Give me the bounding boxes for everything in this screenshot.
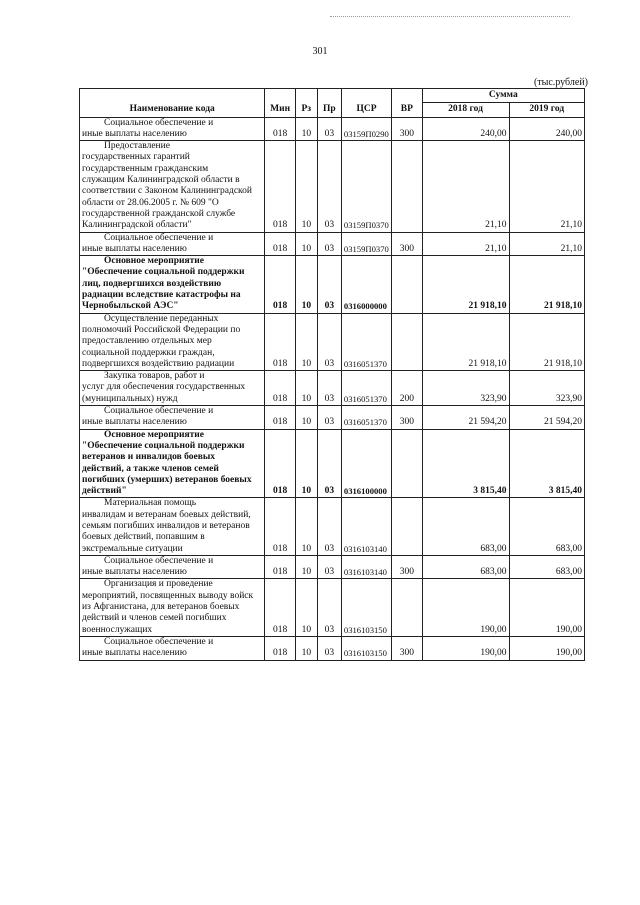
cell-vr — [392, 256, 422, 313]
cell-min: 018 — [265, 498, 295, 555]
cell-csr: 0316100000 — [341, 429, 391, 498]
cell-rz: 10 — [295, 498, 317, 555]
cell-sum-2018: 21,10 — [422, 141, 509, 232]
cell-min: 018 — [265, 555, 295, 579]
cell-pr: 03 — [317, 232, 341, 256]
cell-pr: 03 — [317, 555, 341, 579]
cell-sum-2019: 21 918,10 — [509, 313, 584, 370]
table-row — [80, 117, 585, 141]
header-min: Мин — [265, 89, 295, 118]
cell-sum-2019: 21 918,10 — [509, 256, 584, 313]
cell-csr: 0316103150 — [341, 636, 391, 660]
table-row — [80, 232, 585, 256]
cell-vr — [392, 141, 422, 232]
cell-min: 018 — [265, 256, 295, 313]
table-row — [80, 313, 585, 370]
cell-rz: 10 — [295, 429, 317, 498]
cell-name: Осуществление переданных полномочий Российской Федерации по предоставлению отдельных мер социальной поддержки граждан, подвергшихся воздействию радиации — [80, 313, 265, 370]
cell-csr: 03159П0290 — [341, 117, 391, 141]
cell-sum-2019: 3 815,40 — [509, 429, 584, 498]
cell-name: Материальная помощь инвалидам и ветеранам боевых действий, семьям погибших инвалидов и ветеранов боевых действий, попавшим в экстремальные ситуации — [80, 498, 265, 555]
cell-rz: 10 — [295, 406, 317, 430]
cell-csr: 0316103140 — [341, 555, 391, 579]
cell-sum-2018: 190,00 — [422, 636, 509, 660]
cell-min: 018 — [265, 636, 295, 660]
header-rz: Рз — [295, 89, 317, 118]
cell-rz: 10 — [295, 232, 317, 256]
cell-csr: 0316051370 — [341, 406, 391, 430]
page-number: 301 — [312, 46, 328, 57]
table-row — [80, 498, 585, 555]
cell-vr — [392, 498, 422, 555]
cell-vr: 300 — [392, 555, 422, 579]
cell-vr: 300 — [392, 232, 422, 256]
header-name: Наименование кода — [80, 89, 265, 118]
table-row — [80, 429, 585, 498]
header-sum: Сумма — [422, 89, 584, 103]
cell-vr: 300 — [392, 117, 422, 141]
cell-sum-2018: 683,00 — [422, 498, 509, 555]
table-row — [80, 256, 585, 313]
cell-pr: 03 — [317, 579, 341, 636]
table-row — [80, 141, 585, 232]
cell-pr: 03 — [317, 256, 341, 313]
cell-csr: 0316103150 — [341, 579, 391, 636]
cell-vr: 300 — [392, 636, 422, 660]
cell-csr: 0316051370 — [341, 371, 391, 406]
cell-sum-2018: 21,10 — [422, 232, 509, 256]
cell-csr: 0316051370 — [341, 313, 391, 370]
cell-sum-2019: 240,00 — [509, 117, 584, 141]
cell-sum-2018: 190,00 — [422, 579, 509, 636]
cell-csr: 03159П0370 — [341, 232, 391, 256]
scan-edge-rule — [330, 16, 570, 17]
cell-sum-2018: 323,90 — [422, 371, 509, 406]
cell-sum-2018: 21 918,10 — [422, 313, 509, 370]
cell-rz: 10 — [295, 555, 317, 579]
cell-rz: 10 — [295, 579, 317, 636]
cell-rz: 10 — [295, 371, 317, 406]
header-vr: ВР — [392, 89, 422, 118]
header-year-2019: 2019 год — [509, 103, 584, 117]
cell-name: Социальное обеспечение и иные выплаты населению — [80, 232, 265, 256]
cell-sum-2018: 3 815,40 — [422, 429, 509, 498]
cell-sum-2018: 683,00 — [422, 555, 509, 579]
budget-table — [79, 88, 585, 661]
cell-sum-2019: 323,90 — [509, 371, 584, 406]
cell-sum-2018: 21 918,10 — [422, 256, 509, 313]
cell-sum-2019: 190,00 — [509, 636, 584, 660]
cell-min: 018 — [265, 232, 295, 256]
cell-name: Основное мероприятие "Обеспечение социальной поддержки ветеранов и инвалидов боевых действий, а также членов семей погибших (умерших) ветеранов боевых действий" — [80, 429, 265, 498]
cell-sum-2018: 240,00 — [422, 117, 509, 141]
cell-name: Социальное обеспечение и иные выплаты населению — [80, 555, 265, 579]
cell-name: Предоставление государственных гарантий государственным гражданским служащим Калининградской области в соответствии с Законом Калининградской области от 28.06.2005 г. № 609 "О государственной гражданской службе Калининградской области" — [80, 141, 265, 232]
cell-min: 018 — [265, 141, 295, 232]
cell-rz: 10 — [295, 636, 317, 660]
cell-rz: 10 — [295, 313, 317, 370]
cell-pr: 03 — [317, 429, 341, 498]
cell-min: 018 — [265, 406, 295, 430]
cell-rz: 10 — [295, 141, 317, 232]
cell-pr: 03 — [317, 371, 341, 406]
cell-name: Основное мероприятие "Обеспечение социальной поддержки лиц, подвергшихся воздействию радиации вследствие катастрофы на Чернобыльской АЭС" — [80, 256, 265, 313]
cell-vr — [392, 579, 422, 636]
header-csr: ЦСР — [341, 89, 391, 118]
cell-name: Закупка товаров, работ и услуг для обеспечения государственных (муниципальных) нужд — [80, 371, 265, 406]
cell-vr: 200 — [392, 371, 422, 406]
cell-sum-2018: 21 594,20 — [422, 406, 509, 430]
cell-vr: 300 — [392, 406, 422, 430]
cell-sum-2019: 21,10 — [509, 141, 584, 232]
table-row — [80, 636, 585, 660]
cell-min: 018 — [265, 579, 295, 636]
table-row — [80, 406, 585, 430]
cell-sum-2019: 21,10 — [509, 232, 584, 256]
cell-rz: 10 — [295, 256, 317, 313]
cell-rz: 10 — [295, 117, 317, 141]
cell-pr: 03 — [317, 117, 341, 141]
cell-csr: 0316000000 — [341, 256, 391, 313]
cell-pr: 03 — [317, 313, 341, 370]
table-row — [80, 579, 585, 636]
cell-min: 018 — [265, 313, 295, 370]
cell-pr: 03 — [317, 406, 341, 430]
cell-name: Социальное обеспечение и иные выплаты населению — [80, 636, 265, 660]
cell-min: 018 — [265, 117, 295, 141]
cell-pr: 03 — [317, 498, 341, 555]
cell-vr — [392, 313, 422, 370]
header-row-top — [80, 89, 585, 103]
header-year-2018: 2018 год — [422, 103, 509, 117]
cell-csr: 03159П0370 — [341, 141, 391, 232]
cell-pr: 03 — [317, 141, 341, 232]
cell-pr: 03 — [317, 636, 341, 660]
units-label: (тыс.рублей) — [533, 77, 588, 88]
header-pr: Пр — [317, 89, 341, 118]
table-body — [80, 117, 585, 660]
table-row — [80, 371, 585, 406]
cell-sum-2019: 21 594,20 — [509, 406, 584, 430]
cell-sum-2019: 683,00 — [509, 555, 584, 579]
cell-sum-2019: 683,00 — [509, 498, 584, 555]
cell-sum-2019: 190,00 — [509, 579, 584, 636]
cell-min: 018 — [265, 429, 295, 498]
cell-csr: 0316103140 — [341, 498, 391, 555]
cell-name: Социальное обеспечение и иные выплаты населению — [80, 117, 265, 141]
cell-min: 018 — [265, 371, 295, 406]
cell-name: Социальное обеспечение и иные выплаты населению — [80, 406, 265, 430]
table-row — [80, 555, 585, 579]
cell-name: Организация и проведение мероприятий, посвященных выводу войск из Афганистана, для ветеранов боевых действий и членов семей погибших военнослужащих — [80, 579, 265, 636]
cell-vr — [392, 429, 422, 498]
